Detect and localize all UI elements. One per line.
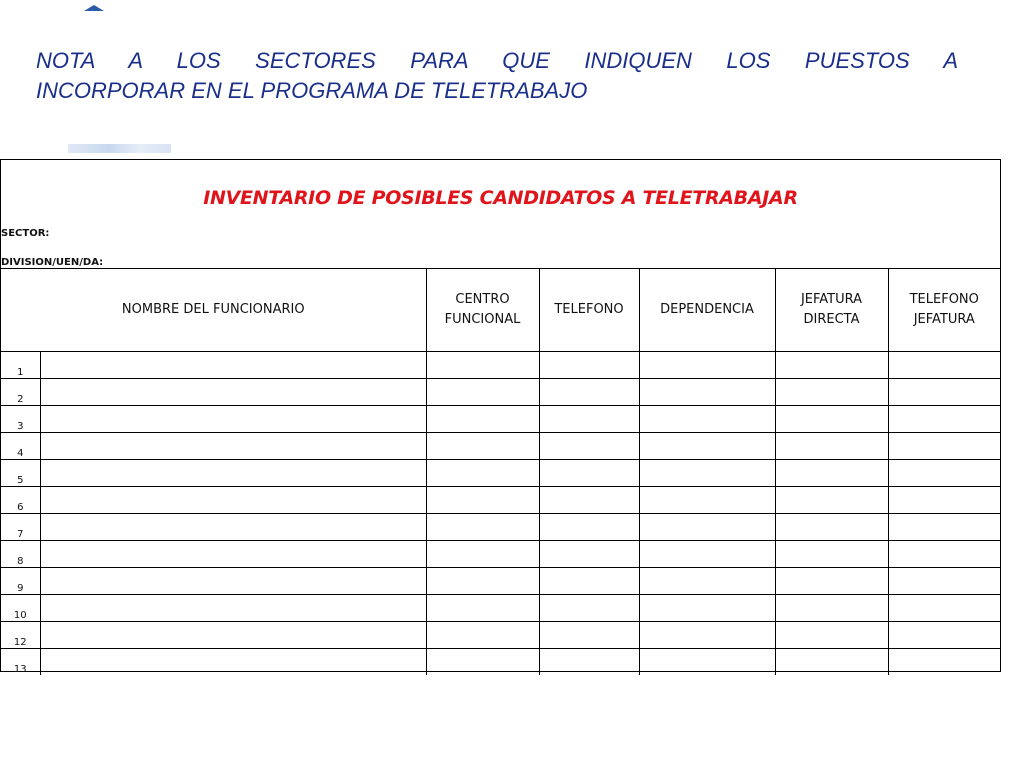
cell-centro[interactable] <box>426 378 539 405</box>
cell-jefatura[interactable] <box>775 567 888 594</box>
cell-tel-jefatura[interactable] <box>888 405 1000 432</box>
cell-nombre[interactable] <box>40 432 426 459</box>
row-number: 1 <box>1 351 40 378</box>
col-header-centro-funcional: CENTRO FUNCIONAL <box>426 269 539 351</box>
cell-telefono[interactable] <box>539 486 639 513</box>
col-header-telefono: TELEFONO <box>539 269 639 351</box>
inventory-form <box>0 159 1001 675</box>
cell-telefono[interactable] <box>539 594 639 621</box>
logo-fragment-icon <box>84 5 104 11</box>
row-number: 9 <box>1 567 40 594</box>
cell-centro[interactable] <box>426 648 539 675</box>
row-number: 8 <box>1 540 40 567</box>
division-label: DIVISION/UEN/DA: <box>1 257 104 268</box>
cell-telefono[interactable] <box>539 351 639 378</box>
cell-dependencia[interactable] <box>639 405 775 432</box>
cell-telefono[interactable] <box>539 459 639 486</box>
note-text <box>36 46 958 106</box>
cell-centro[interactable] <box>426 432 539 459</box>
cell-telefono[interactable] <box>539 567 639 594</box>
form-header <box>1 160 1000 269</box>
cell-tel-jefatura[interactable] <box>888 513 1000 540</box>
cell-dependencia[interactable] <box>639 621 775 648</box>
cell-centro[interactable] <box>426 540 539 567</box>
cell-dependencia[interactable] <box>639 513 775 540</box>
cell-centro[interactable] <box>426 621 539 648</box>
note-line-1: NOTA A LOS SECTORES PARA QUE INDIQUEN LOS PUESTOS A <box>36 48 958 73</box>
cell-jefatura[interactable] <box>775 405 888 432</box>
cell-tel-jefatura[interactable] <box>888 621 1000 648</box>
cell-centro[interactable] <box>426 594 539 621</box>
cell-tel-jefatura[interactable] <box>888 432 1000 459</box>
col-header-telefono-jefatura: TELEFONO JEFATURA <box>888 269 1000 351</box>
table-row <box>1 351 1000 378</box>
cell-tel-jefatura[interactable] <box>888 594 1000 621</box>
cell-jefatura[interactable] <box>775 459 888 486</box>
table-row <box>1 405 1000 432</box>
row-number: 13 <box>1 648 40 675</box>
cell-telefono[interactable] <box>539 378 639 405</box>
cell-tel-jefatura[interactable] <box>888 486 1000 513</box>
cell-nombre[interactable] <box>40 405 426 432</box>
cell-tel-jefatura[interactable] <box>888 540 1000 567</box>
row-number: 12 <box>1 621 40 648</box>
cell-centro[interactable] <box>426 459 539 486</box>
cell-dependencia[interactable] <box>639 648 775 675</box>
cell-nombre[interactable] <box>40 594 426 621</box>
table-row <box>1 567 1000 594</box>
row-number: 5 <box>1 459 40 486</box>
cell-jefatura[interactable] <box>775 594 888 621</box>
cell-telefono[interactable] <box>539 648 639 675</box>
table-row <box>1 378 1000 405</box>
form-title: INVENTARIO DE POSIBLES CANDIDATOS A TELETRABAJAR <box>203 187 798 209</box>
row-number: 4 <box>1 432 40 459</box>
table-row <box>1 648 1000 675</box>
cell-jefatura[interactable] <box>775 648 888 675</box>
cell-telefono[interactable] <box>539 513 639 540</box>
cell-telefono[interactable] <box>539 405 639 432</box>
cell-telefono[interactable] <box>539 621 639 648</box>
cell-dependencia[interactable] <box>639 378 775 405</box>
cell-dependencia[interactable] <box>639 540 775 567</box>
table-header-row <box>1 269 1000 351</box>
cell-dependencia[interactable] <box>639 351 775 378</box>
decorative-image-strip <box>68 144 171 153</box>
cell-nombre[interactable] <box>40 621 426 648</box>
note-line-2: INCORPORAR EN EL PROGRAMA DE TELETRABAJO <box>36 78 588 103</box>
cell-jefatura[interactable] <box>775 513 888 540</box>
cell-jefatura[interactable] <box>775 486 888 513</box>
table-row <box>1 486 1000 513</box>
cell-nombre[interactable] <box>40 378 426 405</box>
row-number: 7 <box>1 513 40 540</box>
row-number: 2 <box>1 378 40 405</box>
cell-tel-jefatura[interactable] <box>888 567 1000 594</box>
table-row <box>1 540 1000 567</box>
table-row <box>1 459 1000 486</box>
cell-dependencia[interactable] <box>639 432 775 459</box>
cell-tel-jefatura[interactable] <box>888 648 1000 675</box>
table-row <box>1 432 1000 459</box>
cell-dependencia[interactable] <box>639 594 775 621</box>
table-row <box>1 594 1000 621</box>
row-number: 6 <box>1 486 40 513</box>
cell-centro[interactable] <box>426 486 539 513</box>
col-header-nombre: NOMBRE DEL FUNCIONARIO <box>1 269 426 351</box>
cell-dependencia[interactable] <box>639 459 775 486</box>
cell-tel-jefatura[interactable] <box>888 378 1000 405</box>
row-number: 10 <box>1 594 40 621</box>
col-header-jefatura-directa: JEFATURA DIRECTA <box>775 269 888 351</box>
cell-tel-jefatura[interactable] <box>888 351 1000 378</box>
candidates-table <box>1 269 1000 675</box>
cell-centro[interactable] <box>426 405 539 432</box>
cell-jefatura[interactable] <box>775 432 888 459</box>
cell-nombre[interactable] <box>40 648 426 675</box>
cell-dependencia[interactable] <box>639 567 775 594</box>
table-row <box>1 621 1000 648</box>
sector-label: SECTOR: <box>1 228 50 239</box>
cell-telefono[interactable] <box>539 540 639 567</box>
cell-nombre[interactable] <box>40 459 426 486</box>
cell-dependencia[interactable] <box>639 486 775 513</box>
cell-jefatura[interactable] <box>775 351 888 378</box>
cell-jefatura[interactable] <box>775 621 888 648</box>
cell-jefatura[interactable] <box>775 540 888 567</box>
cell-centro[interactable] <box>426 513 539 540</box>
col-header-dependencia: DEPENDENCIA <box>639 269 775 351</box>
cell-nombre[interactable] <box>40 351 426 378</box>
row-number: 3 <box>1 405 40 432</box>
cell-tel-jefatura[interactable] <box>888 459 1000 486</box>
cell-centro[interactable] <box>426 567 539 594</box>
cell-telefono[interactable] <box>539 432 639 459</box>
table-row <box>1 513 1000 540</box>
cell-jefatura[interactable] <box>775 378 888 405</box>
cell-nombre[interactable] <box>40 540 426 567</box>
cell-nombre[interactable] <box>40 567 426 594</box>
cell-nombre[interactable] <box>40 513 426 540</box>
cell-centro[interactable] <box>426 351 539 378</box>
cell-nombre[interactable] <box>40 486 426 513</box>
